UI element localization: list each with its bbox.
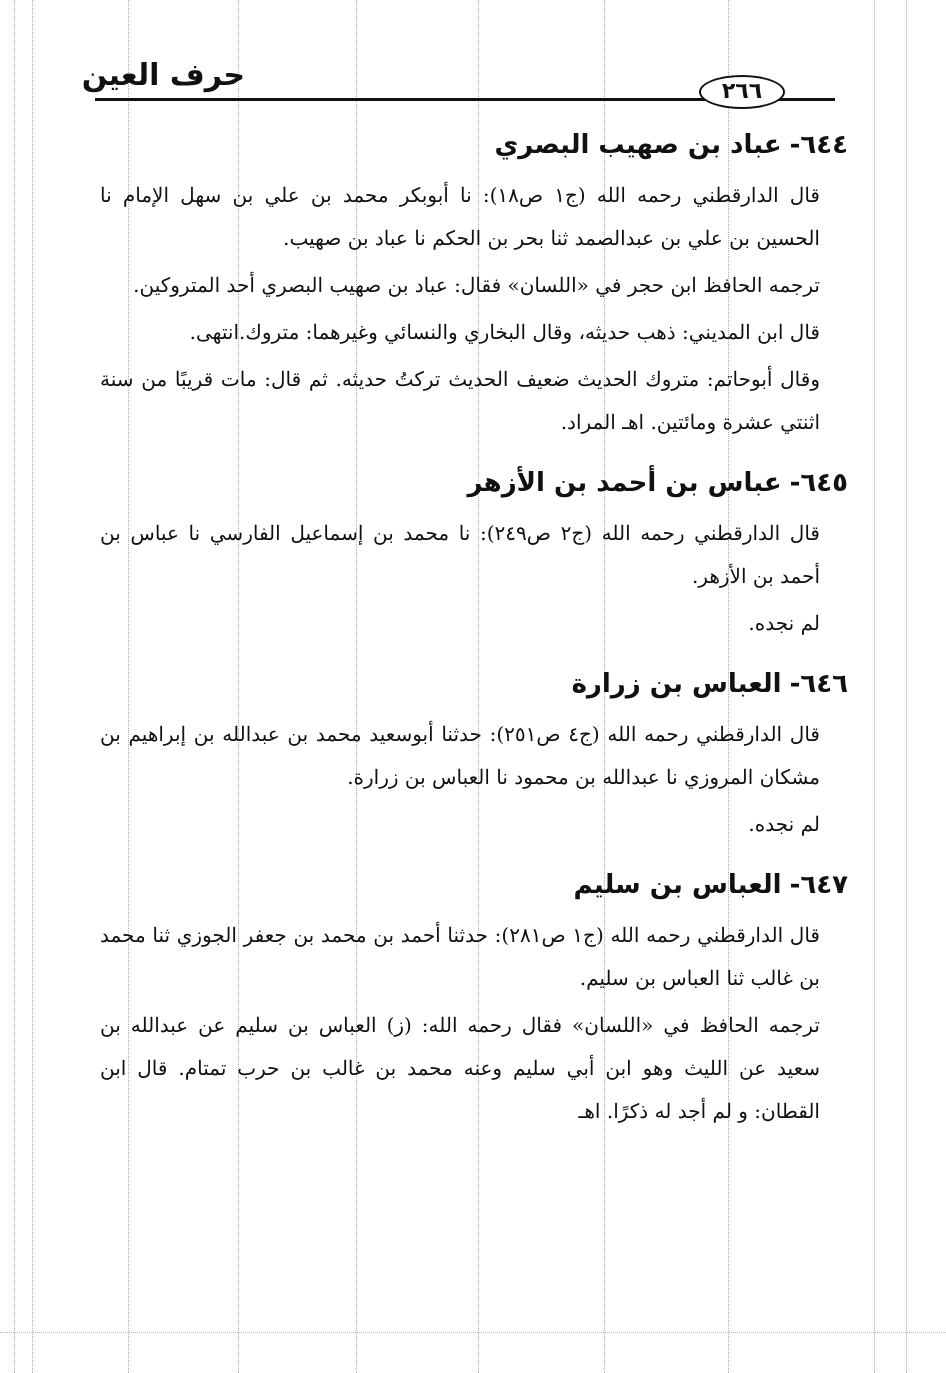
paragraph: قال الدارقطني رحمه الله (ج١ ص٢٨١): حدثنا أحمد بن محمد بن جعفر الجوزي ثنا محمد بن غالب ثنا العباس بن سليم. [100, 923, 820, 990]
entry-heading [100, 661, 848, 707]
paragraph: ترجمه الحافظ ابن حجر في «اللسان» فقال: عباد بن صهيب البصري أحد المتروكين. [133, 273, 820, 297]
paragraph: قال الدارقطني رحمه الله (ج٤ ص٢٥١): حدثنا أبوسعيد محمد بن عبدالله بن إبراهيم بن مشكان المروزي نا عبدالله بن محمود نا العباس بن زرارة. [100, 722, 820, 789]
page-body [100, 122, 848, 1137]
paragraph: وقال أبوحاتم: متروك الحديث ضعيف الحديث تركتُ حديثه. ثم قال: مات قريبًا من سنة اثنتي عشرة ومائتين. اهـ المراد. [100, 367, 820, 434]
entry-title: العباس بن سليم [573, 870, 782, 900]
page-number: ٢٦٦ [699, 75, 785, 109]
entry-title: عباس بن أحمد بن الأزهر [467, 468, 782, 498]
entry-number: ٦٤٤- [789, 130, 848, 160]
paragraph: ترجمه الحافظ في «اللسان» فقال رحمه الله: (ز) العباس بن سليم عن عبدالله بن سعيد عن الليث وهو ابن أبي سليم وعنه محمد بن غالب بن حرب تمتام. قال ابن القطان: و لم أجد له ذكرًا. اهـ [100, 1013, 820, 1123]
entry-number: ٦٤٦- [789, 669, 848, 699]
page-header [81, 58, 835, 108]
paragraph: لم نجده. [748, 812, 820, 836]
entry-title: العباس بن زرارة [571, 669, 782, 699]
entry-heading [100, 862, 848, 908]
entry-heading [100, 460, 848, 506]
entry-number: ٦٤٧- [789, 870, 848, 900]
entry-title: عباد بن صهيب البصري [494, 130, 782, 160]
entry-number: ٦٤٥- [789, 468, 848, 498]
entry-heading [100, 122, 848, 168]
paragraph: لم نجده. [748, 611, 820, 635]
paragraph: قال ابن المديني: ذهب حديثه، وقال البخاري والنسائي وغيرهما: متروك.انتهى. [189, 320, 820, 344]
running-title: حرف العين [81, 58, 245, 93]
paragraph: قال الدارقطني رحمه الله (ج١ ص١٨): نا أبوبكر محمد بن علي بن سهل الإمام نا الحسين بن علي بن عبدالصمد ثنا بحر بن الحكم نا عباد بن صهيب. [100, 183, 820, 250]
paragraph: قال الدارقطني رحمه الله (ج٢ ص٢٤٩): نا محمد بن إسماعيل الفارسي نا عباس بن أحمد بن الأزهر. [100, 521, 820, 588]
